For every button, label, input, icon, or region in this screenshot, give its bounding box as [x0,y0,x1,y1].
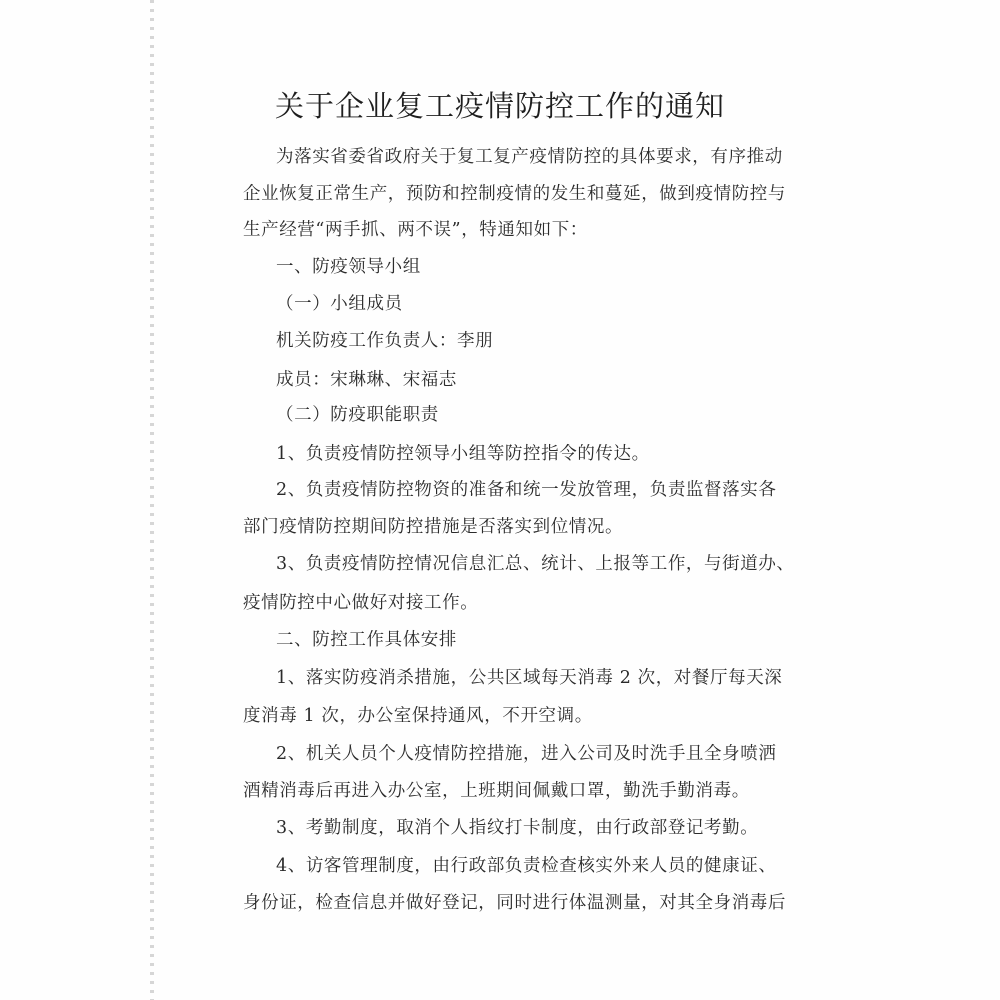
body-line: 疫情防控中心做好对接工作。 [243,593,479,613]
subsection-heading: （一）小组成员 [276,294,403,314]
body-line: 酒精消毒后再进入办公室，上班期间佩戴口罩，勤洗手勤消毒。 [243,781,750,801]
body-line: 企业恢复正常生产，预防和控制疫情的发生和蔓延，做到疫情防控与 [243,184,786,204]
section-heading: 二、防控工作具体安排 [276,630,457,650]
binding-edge-mark [150,0,154,1000]
subsection-heading: （二）防疫职能职责 [276,405,439,425]
body-line: 3、考勤制度，取消个人指纹打卡制度，由行政部登记考勤。 [276,818,759,838]
body-line: 2、机关人员个人疫情防控措施，进入公司及时洗手且全身喷洒 [276,744,777,764]
body-line: 度消毒 1 次，办公室保持通风，不开空调。 [243,706,593,726]
body-line: 生产经营“两手抓、两不误”，特通知如下： [243,220,588,240]
body-line: 2、负责疫情防控物资的准备和统一发放管理，负责监督落实各 [276,480,777,500]
body-line: 4、访客管理制度，由行政部负责检查核实外来人员的健康证、 [276,856,777,876]
body-line: 部门疫情防控期间防控措施是否落实到位情况。 [243,517,624,537]
body-line: 机关防疫工作负责人：李朋 [276,331,494,351]
section-heading: 一、防疫领导小组 [276,257,421,277]
body-line: 1、负责疫情防控领导小组等防控指令的传达。 [276,444,650,464]
body-line: 3、负责疫情防控情况信息汇总、统计、上报等工作，与街道办、 [276,554,795,574]
body-line: 身份证，检查信息并做好登记，同时进行体温测量，对其全身消毒后 [243,893,786,913]
document-title: 关于企业复工疫情防控工作的通知 [274,89,725,123]
body-line: 1、落实防疫消杀措施，公共区域每天消毒 2 次，对餐厅每天深 [276,668,783,688]
body-line: 为落实省委省政府关于复工复产疫情防控的具体要求，有序推动 [276,147,783,167]
body-line: 成员：宋琳琳、宋福志 [276,370,457,390]
